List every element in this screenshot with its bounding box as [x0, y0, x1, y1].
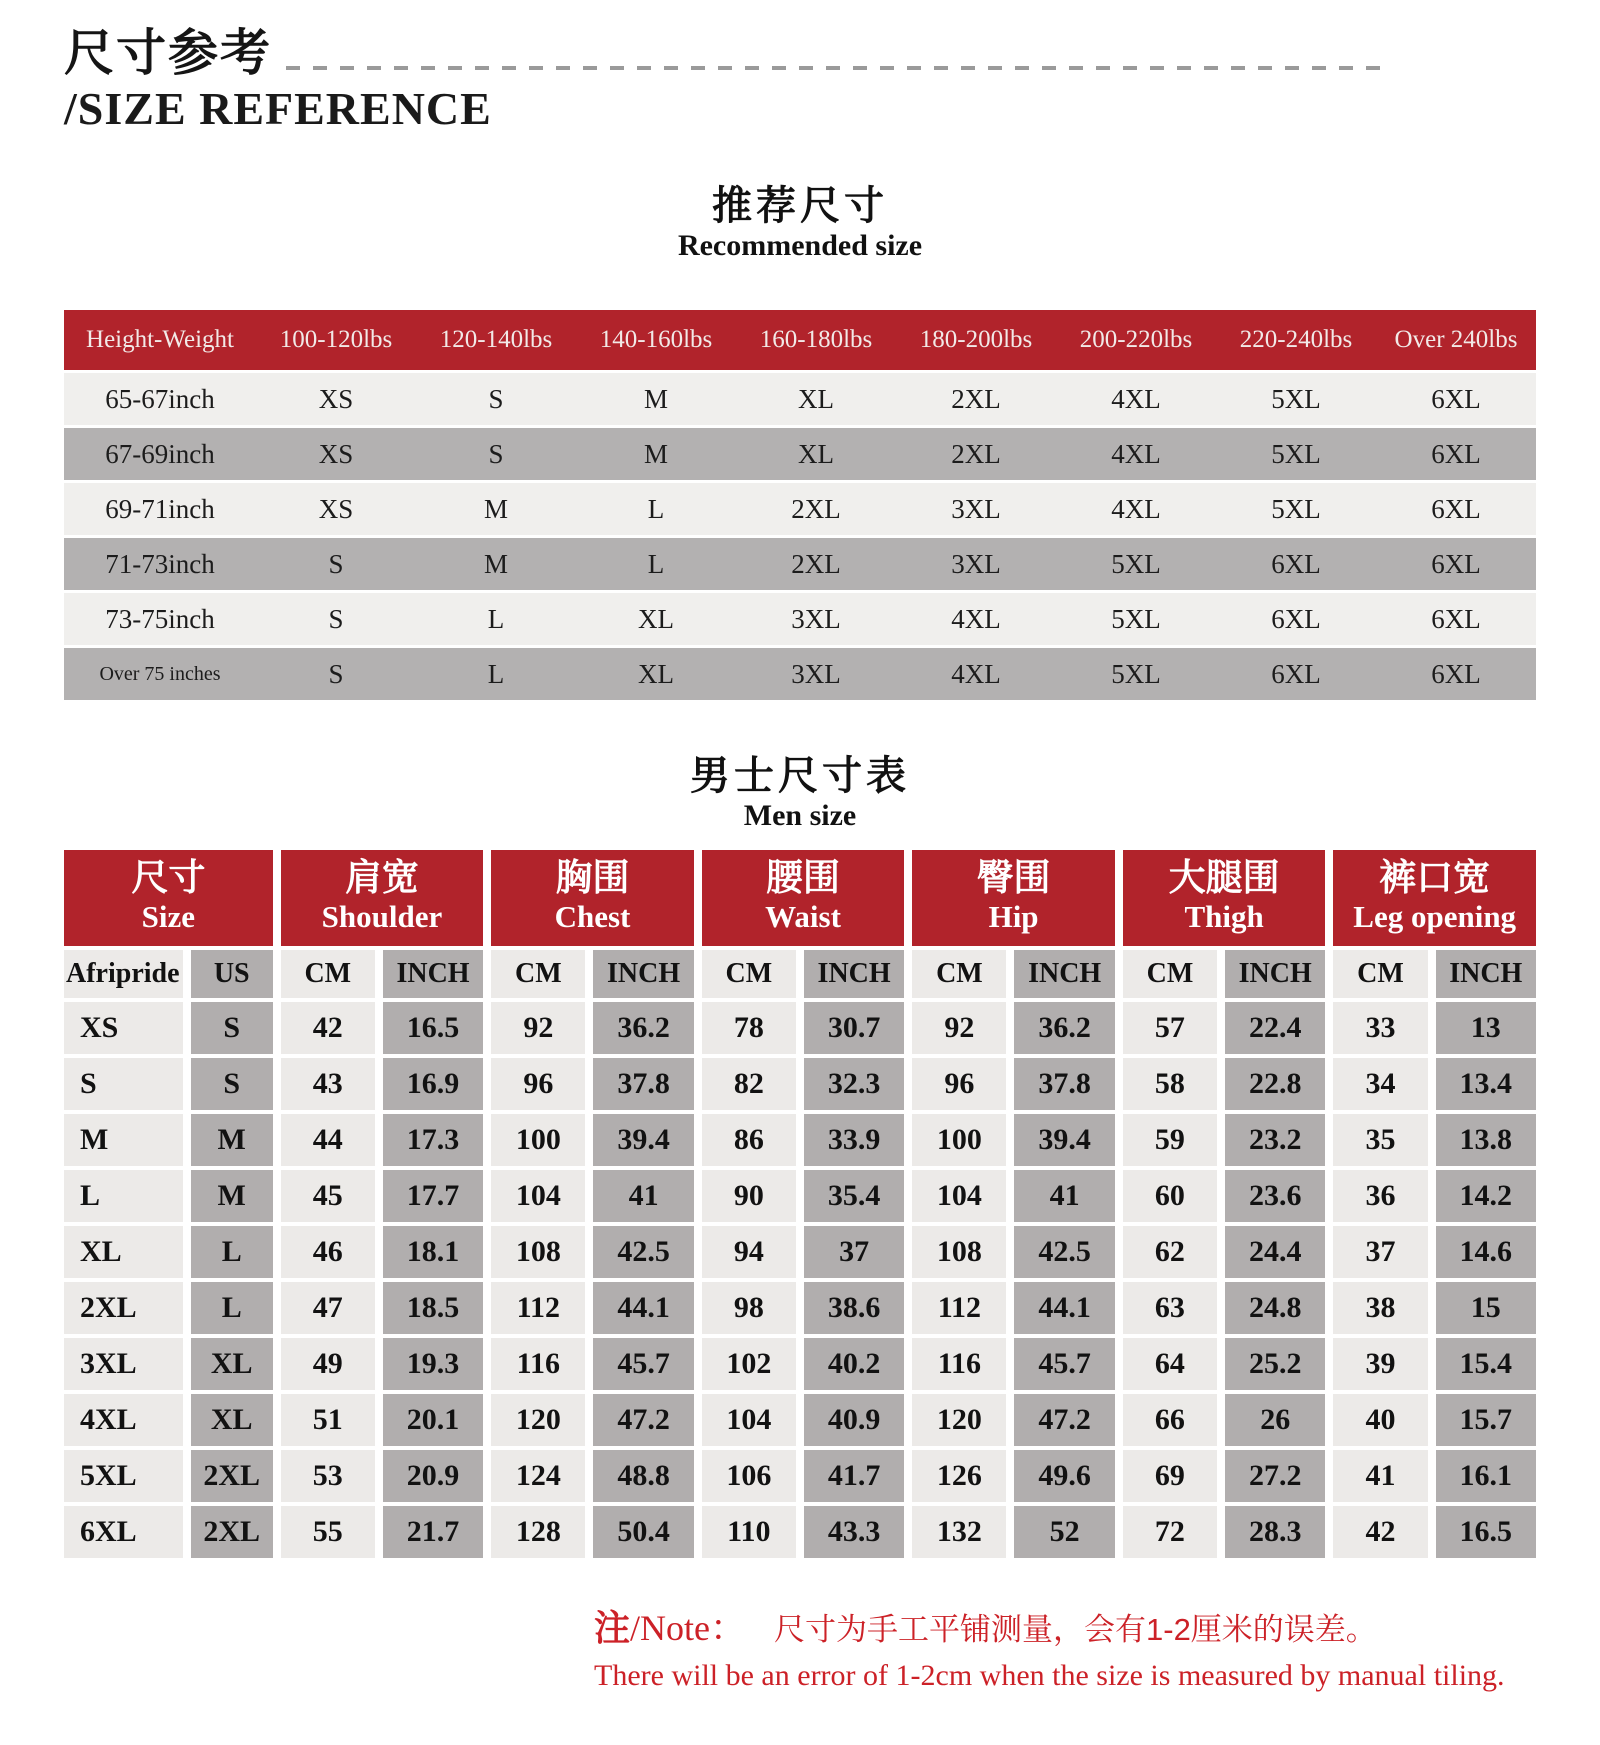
rec-size-cell: L: [416, 648, 576, 700]
rec-size-cell: XS: [256, 483, 416, 535]
men-value-cell: 30.7: [804, 1002, 904, 1054]
men-group-header: [491, 850, 694, 946]
rec-row-label: 67-69inch: [64, 428, 256, 480]
men-value-cell: 33: [1333, 1002, 1427, 1054]
men-value-cell: 96: [912, 1058, 1006, 1110]
men-unit-header: CM: [912, 950, 1006, 998]
men-value-cell: 16.9: [383, 1058, 483, 1110]
men-value-cell: 40.2: [804, 1338, 904, 1390]
men-unit-header: INCH: [593, 950, 693, 998]
rec-column-header: 140-160lbs: [576, 310, 736, 370]
men-value-cell: 42: [1333, 1506, 1427, 1558]
men-value-cell: 39.4: [1014, 1114, 1114, 1166]
men-group-label-en: Size: [141, 898, 196, 934]
rec-column-header: 200-220lbs: [1056, 310, 1216, 370]
recommended-size-table: [64, 307, 1536, 703]
rec-column-header: 100-120lbs: [256, 310, 416, 370]
rec-size-cell: S: [256, 593, 416, 645]
men-value-cell: 24.4: [1225, 1226, 1325, 1278]
note-text-en: There will be an error of 1-2cm when the size is measured by manual tiling.: [594, 1658, 1505, 1692]
men-value-cell: 92: [491, 1002, 585, 1054]
rec-column-header: 220-240lbs: [1216, 310, 1376, 370]
men-unit-header: CM: [1123, 950, 1217, 998]
men-value-cell: 98: [702, 1282, 796, 1334]
dashed-divider: [286, 66, 1391, 70]
men-unit-header: CM: [1333, 950, 1427, 998]
rec-size-cell: XL: [576, 593, 736, 645]
rec-table-row: [64, 428, 1536, 480]
men-unit-header: CM: [491, 950, 585, 998]
men-value-cell: 116: [491, 1338, 585, 1390]
men-table-row: [64, 1170, 1536, 1222]
rec-size-cell: 6XL: [1376, 483, 1536, 535]
men-value-cell: 104: [491, 1170, 585, 1222]
men-value-cell: 34: [1333, 1058, 1427, 1110]
men-value-cell: 22.8: [1225, 1058, 1325, 1110]
rec-size-cell: 5XL: [1056, 538, 1216, 590]
men-group-label-en: Chest: [554, 898, 631, 934]
rec-size-cell: 5XL: [1216, 483, 1376, 535]
rec-size-cell: S: [416, 373, 576, 425]
men-group-header: [912, 850, 1115, 946]
rec-size-cell: 6XL: [1376, 593, 1536, 645]
men-group-header: [1333, 850, 1536, 946]
men-value-cell: M: [191, 1114, 273, 1166]
men-value-cell: 15: [1436, 1282, 1536, 1334]
men-row-label: M: [64, 1114, 183, 1166]
men-value-cell: XL: [191, 1394, 273, 1446]
men-value-cell: 48.8: [593, 1450, 693, 1502]
men-value-cell: L: [191, 1226, 273, 1278]
men-value-cell: 45.7: [1014, 1338, 1114, 1390]
men-value-cell: 23.6: [1225, 1170, 1325, 1222]
men-value-cell: 63: [1123, 1282, 1217, 1334]
men-value-cell: 42.5: [593, 1226, 693, 1278]
men-value-cell: 47: [281, 1282, 375, 1334]
men-value-cell: 13.8: [1436, 1114, 1536, 1166]
rec-row-label: Over 75 inches: [64, 648, 256, 700]
men-value-cell: 17.3: [383, 1114, 483, 1166]
men-table-row: [64, 1226, 1536, 1278]
men-value-cell: 35: [1333, 1114, 1427, 1166]
men-value-cell: 104: [912, 1170, 1006, 1222]
men-value-cell: 62: [1123, 1226, 1217, 1278]
men-value-cell: 112: [912, 1282, 1006, 1334]
note-prefix-en: /Note：: [630, 1607, 746, 1648]
men-value-cell: 57: [1123, 1002, 1217, 1054]
men-value-cell: 69: [1123, 1450, 1217, 1502]
men-value-cell: S: [191, 1058, 273, 1110]
men-value-cell: 43: [281, 1058, 375, 1110]
men-group-label-en: Thigh: [1184, 898, 1264, 934]
men-value-cell: 90: [702, 1170, 796, 1222]
rec-size-cell: S: [416, 428, 576, 480]
rec-size-cell: 6XL: [1376, 648, 1536, 700]
men-value-cell: 25.2: [1225, 1338, 1325, 1390]
men-value-cell: 14.2: [1436, 1170, 1536, 1222]
men-value-cell: 37: [804, 1226, 904, 1278]
men-value-cell: 20.1: [383, 1394, 483, 1446]
men-value-cell: 49.6: [1014, 1450, 1114, 1502]
rec-size-cell: 5XL: [1056, 648, 1216, 700]
men-unit-header: INCH: [1436, 950, 1536, 998]
men-value-cell: 21.7: [383, 1506, 483, 1558]
rec-size-cell: 3XL: [736, 648, 896, 700]
page-title-cn: 尺寸参考: [64, 25, 272, 81]
men-value-cell: 100: [491, 1114, 585, 1166]
men-value-cell: 44.1: [593, 1282, 693, 1334]
men-value-cell: 36.2: [1014, 1002, 1114, 1054]
rec-row-label: 65-67inch: [64, 373, 256, 425]
rec-size-cell: S: [256, 648, 416, 700]
men-row-label: 3XL: [64, 1338, 183, 1390]
rec-column-header: 160-180lbs: [736, 310, 896, 370]
men-value-cell: 46: [281, 1226, 375, 1278]
men-group-label-cn: 胸围: [555, 857, 630, 899]
men-value-cell: 59: [1123, 1114, 1217, 1166]
rec-size-cell: 3XL: [896, 483, 1056, 535]
rec-size-cell: 6XL: [1376, 373, 1536, 425]
men-value-cell: 16.1: [1436, 1450, 1536, 1502]
men-row-label: S: [64, 1058, 183, 1110]
men-group-label-en: Shoulder: [321, 898, 443, 934]
men-unit-header: INCH: [1014, 950, 1114, 998]
men-value-cell: 32.3: [804, 1058, 904, 1110]
men-value-cell: 43.3: [804, 1506, 904, 1558]
men-value-cell: 15.7: [1436, 1394, 1536, 1446]
men-row-label: 6XL: [64, 1506, 183, 1558]
rec-row-label: 69-71inch: [64, 483, 256, 535]
men-size-section: [64, 753, 1536, 1562]
men-value-cell: M: [191, 1170, 273, 1222]
size-reference-page: [64, 26, 1536, 1693]
men-value-cell: 36: [1333, 1170, 1427, 1222]
men-value-cell: 27.2: [1225, 1450, 1325, 1502]
men-value-cell: 82: [702, 1058, 796, 1110]
rec-size-cell: L: [416, 593, 576, 645]
men-value-cell: 132: [912, 1506, 1006, 1558]
rec-column-header: 180-200lbs: [896, 310, 1056, 370]
men-group-label-cn: 肩宽: [344, 857, 419, 899]
men-value-cell: 96: [491, 1058, 585, 1110]
men-value-cell: 33.9: [804, 1114, 904, 1166]
men-unit-header: INCH: [383, 950, 483, 998]
men-value-cell: 23.2: [1225, 1114, 1325, 1166]
men-group-label-en: Waist: [765, 898, 841, 934]
men-group-label-en: Leg opening: [1353, 898, 1517, 934]
rec-size-cell: L: [576, 538, 736, 590]
men-group-label-cn: 尺寸: [131, 857, 206, 899]
men-value-cell: 102: [702, 1338, 796, 1390]
men-table-row: [64, 1394, 1536, 1446]
men-table-row: [64, 1282, 1536, 1334]
men-value-cell: 108: [491, 1226, 585, 1278]
men-value-cell: 72: [1123, 1506, 1217, 1558]
men-value-cell: 17.7: [383, 1170, 483, 1222]
men-value-cell: 86: [702, 1114, 796, 1166]
men-value-cell: 42: [281, 1002, 375, 1054]
men-value-cell: 41: [1014, 1170, 1114, 1222]
men-row-label: 2XL: [64, 1282, 183, 1334]
men-value-cell: 120: [491, 1394, 585, 1446]
rec-row-label: 73-75inch: [64, 593, 256, 645]
men-value-cell: 92: [912, 1002, 1006, 1054]
men-value-cell: XL: [191, 1338, 273, 1390]
men-value-cell: 49: [281, 1338, 375, 1390]
men-value-cell: 38.6: [804, 1282, 904, 1334]
men-value-cell: 15.4: [1436, 1338, 1536, 1390]
men-value-cell: 40.9: [804, 1394, 904, 1446]
men-row-label: 5XL: [64, 1450, 183, 1502]
rec-size-cell: XL: [736, 428, 896, 480]
rec-size-cell: 6XL: [1216, 538, 1376, 590]
rec-size-cell: XS: [256, 373, 416, 425]
rec-size-cell: M: [576, 373, 736, 425]
men-value-cell: 116: [912, 1338, 1006, 1390]
men-value-cell: 13.4: [1436, 1058, 1536, 1110]
men-value-cell: 126: [912, 1450, 1006, 1502]
rec-size-cell: 3XL: [896, 538, 1056, 590]
men-value-cell: 45: [281, 1170, 375, 1222]
men-value-cell: 100: [912, 1114, 1006, 1166]
men-table-row: [64, 1506, 1536, 1558]
men-table-row: [64, 1338, 1536, 1390]
men-value-cell: 28.3: [1225, 1506, 1325, 1558]
men-value-cell: 120: [912, 1394, 1006, 1446]
men-value-cell: 112: [491, 1282, 585, 1334]
page-header: [64, 26, 1536, 135]
men-value-cell: 22.4: [1225, 1002, 1325, 1054]
rec-size-cell: 6XL: [1216, 648, 1376, 700]
men-value-cell: 47.2: [1014, 1394, 1114, 1446]
rec-table-row: [64, 593, 1536, 645]
men-value-cell: 41: [593, 1170, 693, 1222]
rec-size-cell: 2XL: [896, 428, 1056, 480]
men-value-cell: 51: [281, 1394, 375, 1446]
rec-size-cell: 6XL: [1216, 593, 1376, 645]
men-value-cell: 41: [1333, 1450, 1427, 1502]
men-group-label-cn: 裤口宽: [1379, 857, 1491, 899]
recommended-heading-en: Recommended size: [677, 228, 923, 262]
men-value-cell: 13: [1436, 1002, 1536, 1054]
men-group-label-en: Hip: [988, 898, 1039, 934]
men-value-cell: 39: [1333, 1338, 1427, 1390]
men-value-cell: 94: [702, 1226, 796, 1278]
rec-size-cell: 2XL: [896, 373, 1056, 425]
men-value-cell: 19.3: [383, 1338, 483, 1390]
men-value-cell: 44.1: [1014, 1282, 1114, 1334]
men-value-cell: 78: [702, 1002, 796, 1054]
men-group-header: [702, 850, 905, 946]
men-value-cell: 35.4: [804, 1170, 904, 1222]
men-value-cell: 66: [1123, 1394, 1217, 1446]
men-value-cell: 53: [281, 1450, 375, 1502]
rec-size-cell: 3XL: [736, 593, 896, 645]
men-value-cell: 110: [702, 1506, 796, 1558]
men-value-cell: 128: [491, 1506, 585, 1558]
men-table-row: [64, 1450, 1536, 1502]
men-group-header: [281, 850, 484, 946]
rec-column-header: Over 240lbs: [1376, 310, 1536, 370]
rec-size-cell: 4XL: [1056, 373, 1216, 425]
men-table-row: [64, 1058, 1536, 1110]
men-unit-header: INCH: [804, 950, 904, 998]
men-unit-header: CM: [281, 950, 375, 998]
men-heading-cn: 男士尺寸表: [690, 754, 910, 799]
rec-size-cell: 6XL: [1376, 428, 1536, 480]
men-table-row: [64, 1114, 1536, 1166]
page-title-en: /SIZE REFERENCE: [64, 83, 492, 134]
men-value-cell: 20.9: [383, 1450, 483, 1502]
men-value-cell: 16.5: [1436, 1506, 1536, 1558]
men-brand-header: Afripride: [64, 950, 183, 998]
men-value-cell: 47.2: [593, 1394, 693, 1446]
men-value-cell: 38: [1333, 1282, 1427, 1334]
men-value-cell: 18.1: [383, 1226, 483, 1278]
men-group-header: [1123, 850, 1326, 946]
rec-size-cell: XL: [576, 648, 736, 700]
men-value-cell: 58: [1123, 1058, 1217, 1110]
men-row-label: 4XL: [64, 1394, 183, 1446]
rec-size-cell: 2XL: [736, 538, 896, 590]
rec-size-cell: XL: [736, 373, 896, 425]
rec-size-cell: 2XL: [736, 483, 896, 535]
rec-table-row: [64, 373, 1536, 425]
rec-column-header: 120-140lbs: [416, 310, 576, 370]
men-value-cell: 52: [1014, 1506, 1114, 1558]
men-value-cell: 36.2: [593, 1002, 693, 1054]
recommended-heading-cn: 推荐尺寸: [712, 183, 888, 228]
size-note: [594, 1600, 1536, 1693]
men-value-cell: S: [191, 1002, 273, 1054]
men-value-cell: 42.5: [1014, 1226, 1114, 1278]
rec-size-cell: XS: [256, 428, 416, 480]
men-value-cell: L: [191, 1282, 273, 1334]
men-value-cell: 50.4: [593, 1506, 693, 1558]
men-group-header: [64, 850, 273, 946]
men-value-cell: 60: [1123, 1170, 1217, 1222]
rec-size-cell: 4XL: [1056, 483, 1216, 535]
men-value-cell: 39.4: [593, 1114, 693, 1166]
rec-row-label: 71-73inch: [64, 538, 256, 590]
rec-size-cell: M: [416, 538, 576, 590]
men-value-cell: 55: [281, 1506, 375, 1558]
men-value-cell: 64: [1123, 1338, 1217, 1390]
rec-size-cell: L: [576, 483, 736, 535]
men-row-label: L: [64, 1170, 183, 1222]
men-value-cell: 2XL: [191, 1506, 273, 1558]
men-value-cell: 108: [912, 1226, 1006, 1278]
men-us-header: US: [191, 950, 273, 998]
rec-size-cell: 5XL: [1216, 373, 1376, 425]
men-value-cell: 16.5: [383, 1002, 483, 1054]
men-value-cell: 2XL: [191, 1450, 273, 1502]
rec-size-cell: 5XL: [1216, 428, 1376, 480]
men-subheader-row: [64, 950, 1536, 998]
rec-size-cell: 6XL: [1376, 538, 1536, 590]
men-unit-header: CM: [702, 950, 796, 998]
men-value-cell: 37.8: [1014, 1058, 1114, 1110]
men-group-label-cn: 腰围: [766, 857, 841, 899]
men-group-label-cn: 大腿围: [1168, 857, 1280, 899]
men-row-label: XS: [64, 1002, 183, 1054]
rec-size-cell: M: [416, 483, 576, 535]
rec-column-header: Height-Weight: [64, 310, 256, 370]
recommended-size-section: [64, 183, 1536, 704]
men-value-cell: 45.7: [593, 1338, 693, 1390]
rec-size-cell: M: [576, 428, 736, 480]
rec-size-cell: 5XL: [1056, 593, 1216, 645]
rec-size-cell: 4XL: [1056, 428, 1216, 480]
men-value-cell: 124: [491, 1450, 585, 1502]
men-unit-header: INCH: [1225, 950, 1325, 998]
men-value-cell: 37: [1333, 1226, 1427, 1278]
rec-size-cell: S: [256, 538, 416, 590]
men-value-cell: 104: [702, 1394, 796, 1446]
rec-table-row: [64, 483, 1536, 535]
rec-size-cell: 4XL: [896, 593, 1056, 645]
men-value-cell: 18.5: [383, 1282, 483, 1334]
men-value-cell: 24.8: [1225, 1282, 1325, 1334]
rec-table-row: [64, 538, 1536, 590]
men-value-cell: 26: [1225, 1394, 1325, 1446]
men-table-row: [64, 1002, 1536, 1054]
men-value-cell: 44: [281, 1114, 375, 1166]
men-heading-en: Men size: [743, 799, 857, 833]
men-value-cell: 106: [702, 1450, 796, 1502]
men-value-cell: 14.6: [1436, 1226, 1536, 1278]
men-value-cell: 41.7: [804, 1450, 904, 1502]
men-value-cell: 37.8: [593, 1058, 693, 1110]
men-size-table: [56, 846, 1544, 1562]
men-value-cell: 40: [1333, 1394, 1427, 1446]
note-prefix-cn: 注: [594, 1606, 631, 1648]
rec-table-row: [64, 648, 1536, 700]
men-group-label-cn: 臀围: [976, 857, 1051, 899]
note-text-cn: 尺寸为手工平铺测量，会有1-2厘米的误差。: [774, 1611, 1377, 1647]
rec-size-cell: 4XL: [896, 648, 1056, 700]
men-row-label: XL: [64, 1226, 183, 1278]
